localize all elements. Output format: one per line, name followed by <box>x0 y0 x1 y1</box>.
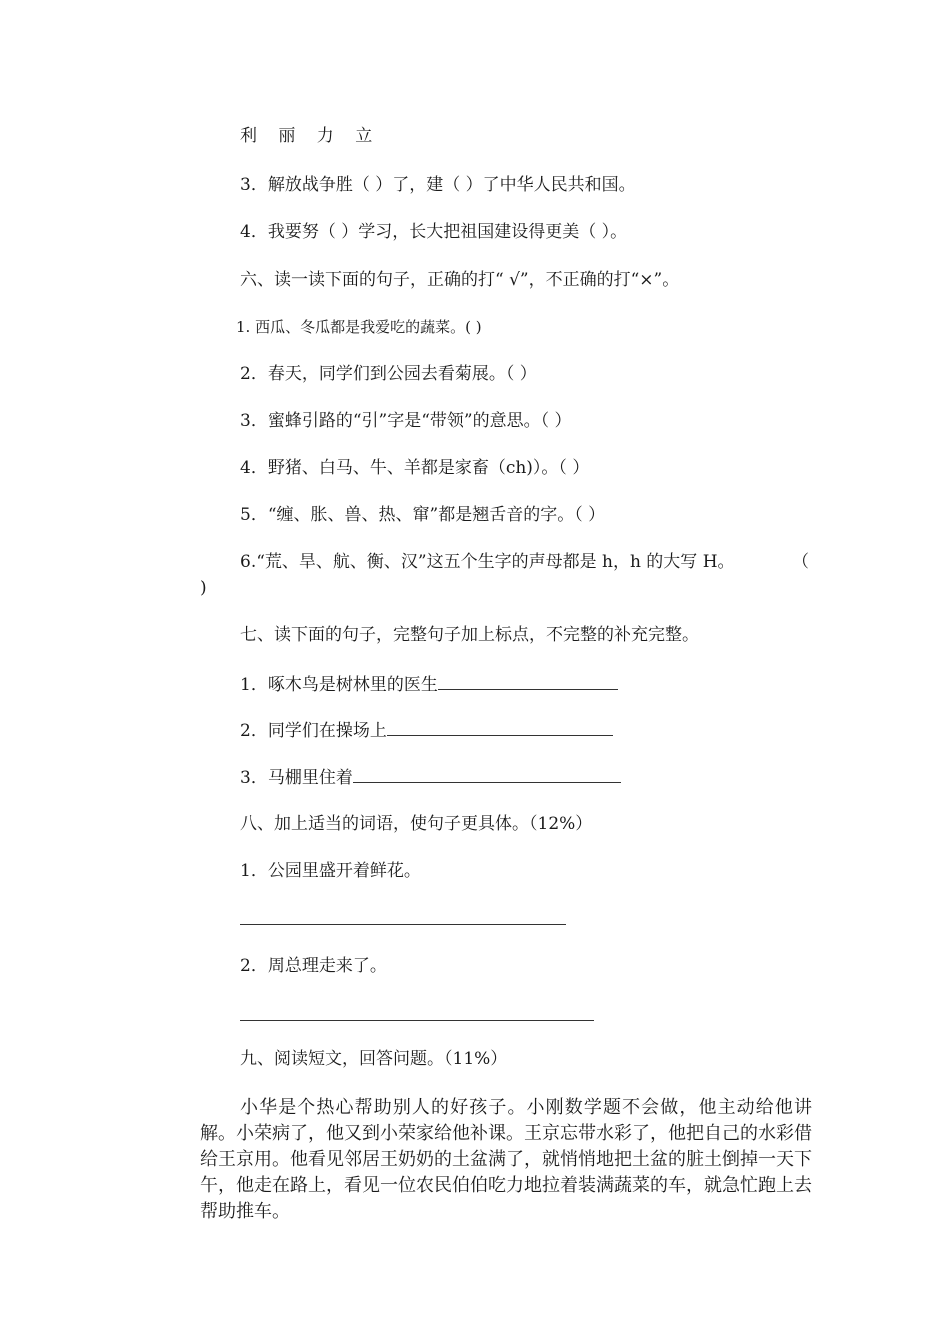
q5-item-3: 3．解放战争胜（ ）了，建（ ）了中华人民共和国。 <box>240 175 636 195</box>
section6-item-1: 1. 西瓜、冬瓜都是我爱吃的蔬菜。( ) <box>236 318 482 336</box>
section7-item-2 <box>240 717 613 743</box>
section7-item-1 <box>240 671 618 697</box>
section6-item-3: 3．蜜蜂引路的“引”字是“带领”的意思。（ ） <box>240 411 572 431</box>
section7-item-3-text: 3．马棚里住着 <box>240 768 353 788</box>
section6-item-2: 2．春天，同学们到公园去看菊展。（ ） <box>240 364 537 384</box>
section9-heading: 九、阅读短文，回答问题。（11%） <box>240 1049 508 1069</box>
answer-line[interactable] <box>240 924 566 925</box>
section6-item-6-open-paren: （ <box>792 552 809 572</box>
answer-blank[interactable] <box>353 764 621 783</box>
word-choices: 利 丽 力 立 <box>240 126 381 146</box>
q5-item-4: 4．我要努（ ）学习，长大把祖国建设得更美（ ）。 <box>240 222 628 242</box>
section7-heading: 七、读下面的句子，完整句子加上标点，不完整的补充完整。 <box>240 625 699 645</box>
section8-item-2: 2．周总理走来了。 <box>240 956 387 976</box>
section8-heading: 八、加上适当的词语，使句子更具体。（12%） <box>240 814 593 834</box>
answer-blank[interactable] <box>387 717 613 736</box>
answer-blank[interactable] <box>438 671 618 690</box>
section6-item-5: 5．“缠、胀、兽、热、窜”都是翘舌音的字。（ ） <box>240 505 606 525</box>
section6-item-4: 4．野猪、白马、牛、羊都是家畜（ch)）。（ ） <box>240 458 590 478</box>
section8-item-1: 1．公园里盛开着鲜花。 <box>240 861 421 881</box>
section7-item-1-text: 1．啄木鸟是树林里的医生 <box>240 675 438 695</box>
section6-heading: 六、读一读下面的句子，正确的打“ √”，不正确的打“×”。 <box>240 270 680 290</box>
reading-passage: 小华是个热心帮助别人的好孩子。小刚数学题不会做，他主动给他讲解。小荣病了，他又到小荣家给他补课。王京忘带水彩了，他把自己的水彩借给王京用。他看见邻居王奶奶的土盆满了，就悄悄地把土盆的脏土倒掉一天下午，他走在路上，看见一位农民伯伯吃力地拉着装满蔬菜的车，就急忙跑上去帮助推车。 <box>200 1097 812 1222</box>
section7-item-3 <box>240 764 621 790</box>
section7-item-2-text: 2．同学们在操场上 <box>240 721 387 741</box>
section6-item-6: 6.“荒、旱、航、衡、汉”这五个生字的声母都是 h，h 的大写 H。 <box>240 552 735 572</box>
answer-line[interactable] <box>240 1020 594 1021</box>
section6-item-6-close-paren: ) <box>200 578 207 598</box>
